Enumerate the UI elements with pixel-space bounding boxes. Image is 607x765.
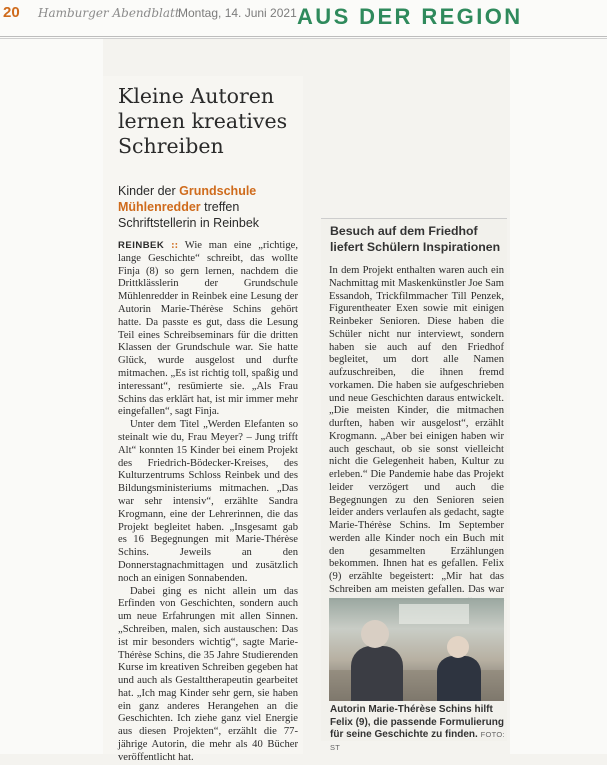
dateline: REINBEK	[118, 240, 165, 251]
caption-text: Autorin Marie-Thérèse Schins hilft Felix (9), die passende Formulierung für seine Geschichte zu finden.	[330, 704, 504, 740]
newspaper-name: Hamburger Abendblatt	[38, 6, 180, 20]
article-body	[118, 240, 298, 765]
photo-person-author-head	[361, 620, 389, 648]
section-title: AUS DER REGION	[297, 4, 523, 29]
issue-date: Montag, 14. Juni 2021	[178, 6, 297, 20]
photo-caption	[330, 704, 506, 754]
photo-background-light	[399, 604, 469, 624]
article-headline: Kleine Autoren lernen kreatives Schreiben	[118, 84, 288, 158]
dateline-mark: ::	[171, 240, 179, 251]
article-paragraph: Dabei ging es nicht allein um das Erfinden von Geschichten, sondern auch um neue Erfahrungen mit allen Sinnen. „Schreiben, malen, sich austauschen: Das ist mir besonders wichtig“, sagte Marie-Thérèse Schins, die 35 Jahre Studierenden Kurse im kreativen Schreiben gegeben hat und auch als Gestalttherapeutin gearbeitet hat. „Ich mag Kinder sehr gern, sie haben ein ganz anderes Herangehen an die Geschichten. Ich ziehe ganz viel Energie aus diesen Projekten“, erzählt die 77-jährige Autorin, die mehr als 40 Bücher veröffentlicht hat.	[118, 585, 298, 763]
article-subhead	[118, 183, 298, 231]
subhead-text-end: treffen Schriftstellerin in Reinbek	[118, 200, 260, 230]
paragraph-text: Wie man eine „richtige, lange Geschichte“ schreibt, das wollte Finja (8) so gern lernen, nachdem die Drittklässlerin der Grundschule Mühlenredder in Reinbek eine Lesung der Autorin Marie-Thérèse Schins gehört hatte. Da passte es gut, dass die Lesung Teil eines Schreibseminars für die dritten Klassen der Grundschule war. Sie hatte Glück, wurde ausgelost und durfte mitmachen. „Es ist richtig toll, spaßig und interessant“, resümierte sie. „Als Frau Schins das erklärt hat, ist mir immer mehr eingefallen“, sagt Finja.	[118, 240, 298, 418]
photo-credit: FOTO: ST	[330, 730, 505, 752]
sidebar-title: Besuch auf dem Friedhof liefert Schülern Inspirationen	[330, 224, 501, 254]
page-header	[0, 0, 607, 39]
article-paragraph	[118, 240, 298, 419]
subhead-text-start: Kinder der	[118, 184, 180, 198]
sidebar-body	[329, 265, 504, 609]
page-number: 20	[3, 4, 20, 21]
subhead-highlight: Grundschule Mühlenredder	[118, 184, 257, 214]
sidebar-paragraph-text: In dem Projekt enthalten waren auch ein Nachmittag mit Maskenkünstler Joe Sam Essandoh, Trickfilmmacher Till Penzek, Figurentheater Exen sowie mit einigen Reinbeker Senioren. Diese haben die Schüler nicht nur interviewt, sondern haben sie auch auf den Friedhof begleitet, um dort alle Namen aufzuschreiben, die ihnen fremd vorkamen. Die haben sie aufgeschrieben und neue Geschichten daraus entwickelt. „Die meisten Kinder, die mitmachen durften, haben wir ausgelost“, erzählt Krogmann. „Aber bei einigen haben wir auch geschaut, ob sie sonst vielleicht nicht die Gelegenheit haben, Kultur zu erleben.“ Die Pandemie habe das Projekt leider verzögert und auch die Begegnungen zu den Senioren seien leider anders verlaufen als gedacht, sagte Marie-Thérèse Schins. Im September werden alle Kinder noch ein Buch mit den gesammelten Erzählungen bekommen. Ihnen hat es gefallen. Felix (9) erzählte begeistert: „Mir hat das Schreiben am meisten gefallen. Das war	[329, 265, 504, 595]
left-margin	[0, 38, 103, 754]
sidebar-paragraph	[329, 265, 504, 609]
photo-person-child-head	[447, 636, 469, 658]
right-margin	[510, 38, 607, 754]
header-rule	[0, 36, 607, 37]
photo-person-child-body	[437, 656, 481, 701]
photo-person-author-body	[351, 646, 403, 701]
article-paragraph: Unter dem Titel „Werden Elefanten so steinalt wie du, Frau Meyer? – Jung trifft Alt“ konnten 15 Kinder bei einem Projekt des Friedrich-Bödecker-Kreises, des Kulturzentrums Schloss Reinbek und des Bildungsministeriums mitmachen. „Das war sehr intensiv“, erzählte Sandra Krogmann, eine der Lehrerinnen, die das Projekt begleitet haben. „Insgesamt gab es 16 Begegnungen mit Marie-Thérèse Schins. Jeweils an den Donnerstagnachmittagen und zusätzlich noch an einigen Sonnabenden.	[118, 419, 298, 584]
article-photo	[329, 598, 504, 701]
